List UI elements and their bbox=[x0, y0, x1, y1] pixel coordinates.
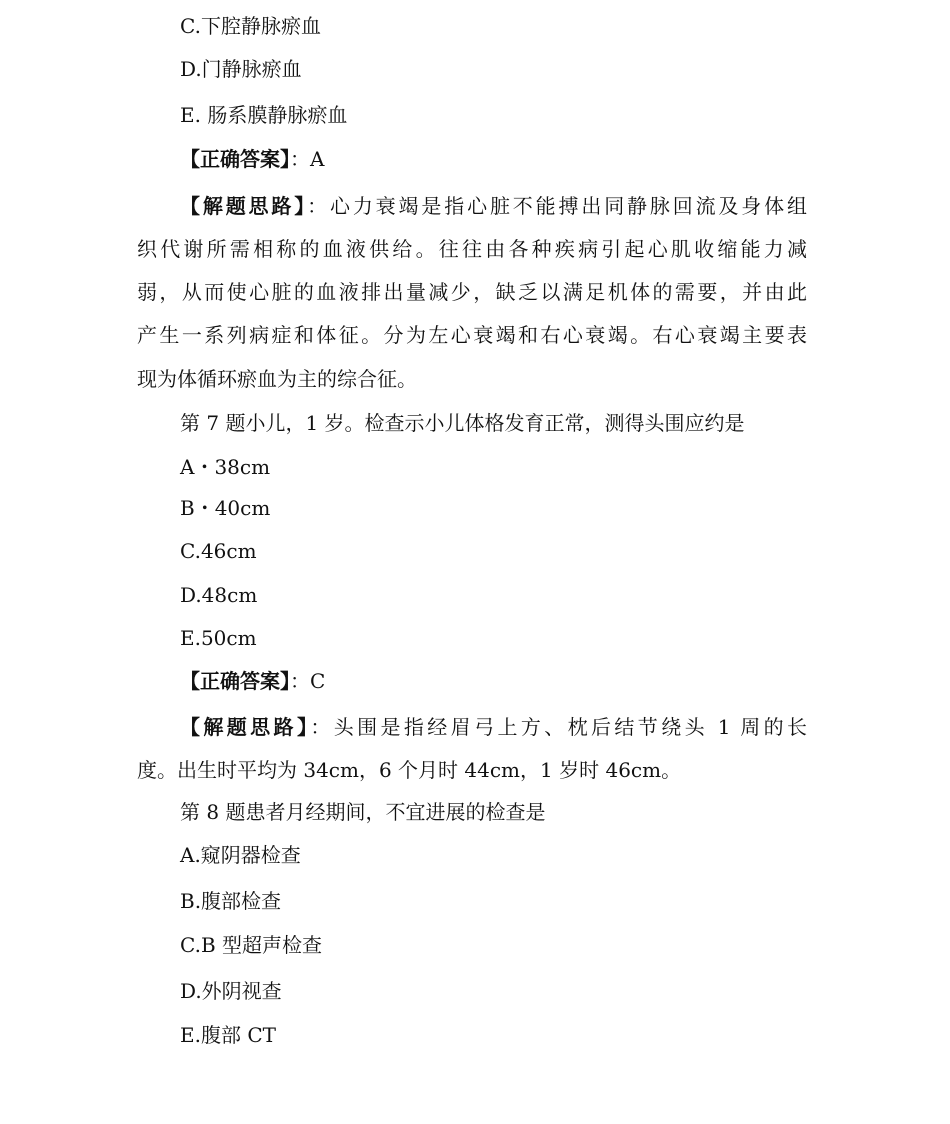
option-e: E.50cm bbox=[180, 626, 257, 650]
question-stem: 第 8 题患者月经期间，不宜进展的检查是 bbox=[180, 800, 546, 824]
option-c: C.B 型超声检查 bbox=[180, 933, 323, 957]
question-stem: 第 7 题小儿，1 岁。检查示小儿体格发育正常，测得头围应约是 bbox=[180, 411, 745, 435]
option-c: C.46cm bbox=[180, 539, 257, 563]
explanation-line: 织代谢所需相称的血液供给。往往由各种疾病引起心肌收缩能力减 bbox=[137, 237, 807, 261]
explanation-line: 产生一系列病症和体征。分为左心衰竭和右心衰竭。右心衰竭主要表 bbox=[137, 323, 807, 347]
explanation-first-line bbox=[180, 192, 807, 220]
explanation-text: ：头围是指经眉弓上方、枕后结节绕头 1 周的长 bbox=[310, 715, 807, 739]
correct-answer-value: ：A bbox=[290, 147, 325, 171]
option-b: B・40cm bbox=[180, 496, 271, 520]
option-d: D.48cm bbox=[180, 583, 258, 607]
explanation-line: 现为体循环瘀血为主的综合征。 bbox=[137, 367, 417, 391]
option-e: E. 肠系膜静脉瘀血 bbox=[180, 103, 348, 127]
explanation-label: 【解题思路】 bbox=[180, 194, 308, 218]
option-b: B.腹部检查 bbox=[180, 889, 282, 913]
explanation-line: 度。出生时平均为 34cm，6 个月时 44cm，1 岁时 46cm。 bbox=[137, 758, 682, 782]
option-e: E.腹部 CT bbox=[180, 1023, 276, 1047]
explanation-label: 【解题思路】 bbox=[180, 715, 311, 739]
explanation-line: 弱，从而使心脏的血液排出量减少，缺乏以满足机体的需要，并由此 bbox=[137, 280, 807, 304]
correct-answer-label: 【正确答案】 bbox=[180, 669, 290, 693]
option-a: A.窥阴器检查 bbox=[180, 843, 301, 867]
option-c: C.下腔静脉瘀血 bbox=[180, 14, 321, 38]
correct-answer bbox=[180, 667, 325, 695]
correct-answer-label: 【正确答案】 bbox=[180, 147, 290, 171]
explanation-first-line bbox=[180, 713, 807, 741]
option-d: D.门静脉瘀血 bbox=[180, 57, 302, 81]
explanation-text: ：心力衰竭是指心脏不能搏出同静脉回流及身体组 bbox=[307, 194, 808, 218]
correct-answer bbox=[180, 145, 324, 173]
correct-answer-value: ：C bbox=[290, 669, 326, 693]
option-a: A・38cm bbox=[180, 455, 271, 479]
option-d: D.外阴视查 bbox=[180, 979, 282, 1003]
